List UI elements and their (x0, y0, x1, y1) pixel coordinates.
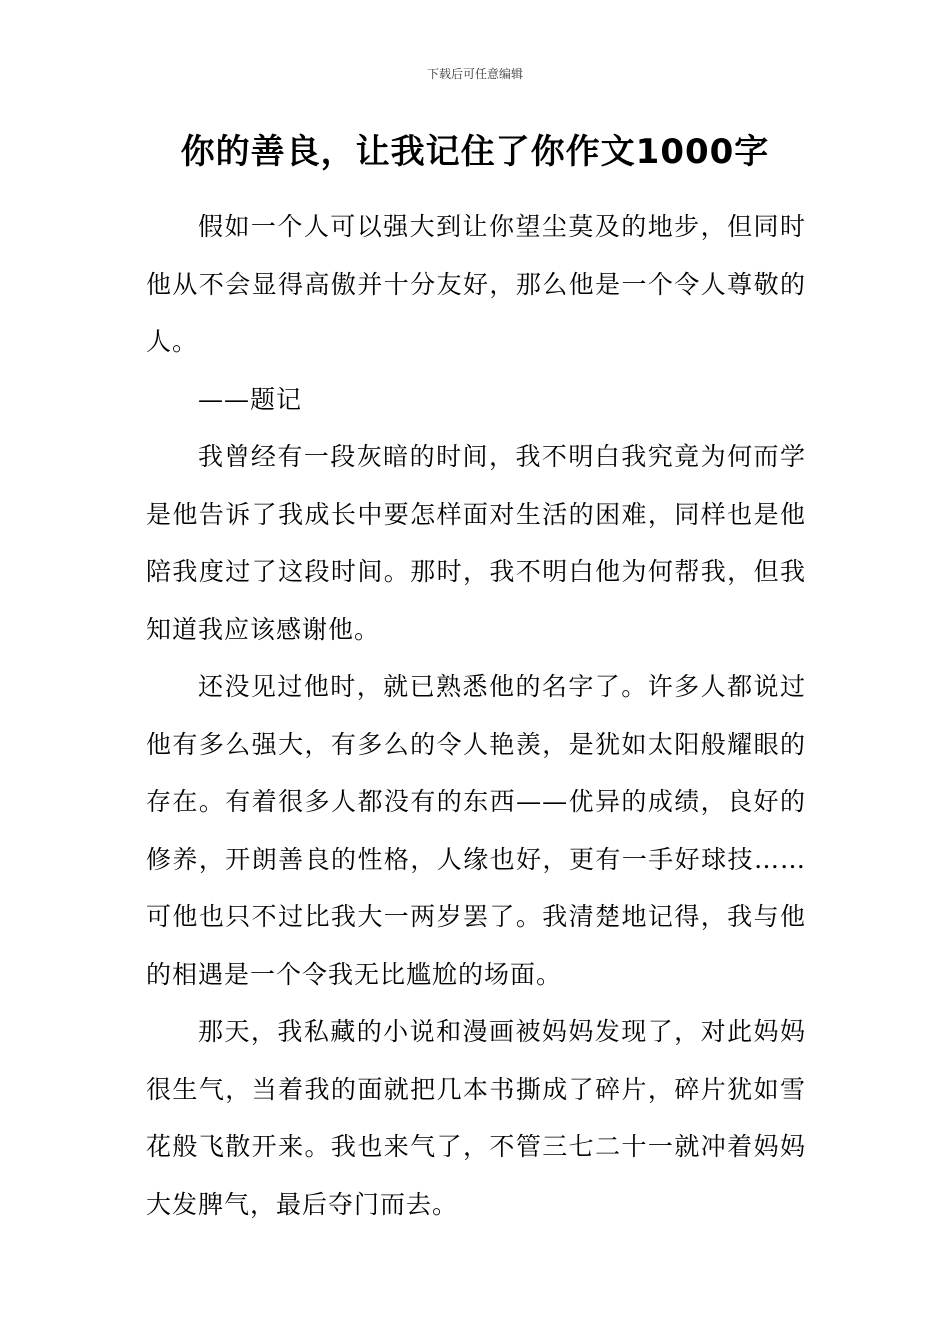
paragraph-that-day: 那天，我私藏的小说和漫画被妈妈发现了，对此妈妈很生气，当着我的面就把几本书撕成了碎片，碎片犹如雪花般飞散开来。我也来气了，不管三七二十一就冲着妈妈大发脾气，最后夺门而去。 (146, 1017, 806, 1219)
paragraph-epigraph-attribution: ——题记 (198, 384, 303, 414)
paragraph-intro: 假如一个人可以强大到让你望尘莫及的地步，但同时他从不会显得高傲并十分友好，那么他是一个令人尊敬的人。 (146, 212, 806, 356)
document-title: 你的善良，让我记住了你作文1000字 (180, 132, 770, 172)
paragraph-dark-time: 我曾经有一段灰暗的时间，我不明白我究竟为何而学是他告诉了我成长中要怎样面对生活的困难，同样也是他陪我度过了这段时间。那时，我不明白他为何帮我，但我知道我应该感谢他。 (146, 442, 806, 644)
header-note: 下载后可任意编辑 (426, 67, 523, 81)
paragraph-first-impression: 还没见过他时，就已熟悉他的名字了。许多人都说过他有多么强大，有多么的令人艳羡，是犹如太阳般耀眼的存在。有着很多人都没有的东西——优异的成绩，良好的修养，开朗善良的性格，人缘也好，更有一手好球技……可他也只不过比我大一两岁罢了。我清楚地记得，我与他的相遇是一个令我无比尴尬的场面。 (146, 672, 806, 989)
document-body (146, 198, 806, 1233)
